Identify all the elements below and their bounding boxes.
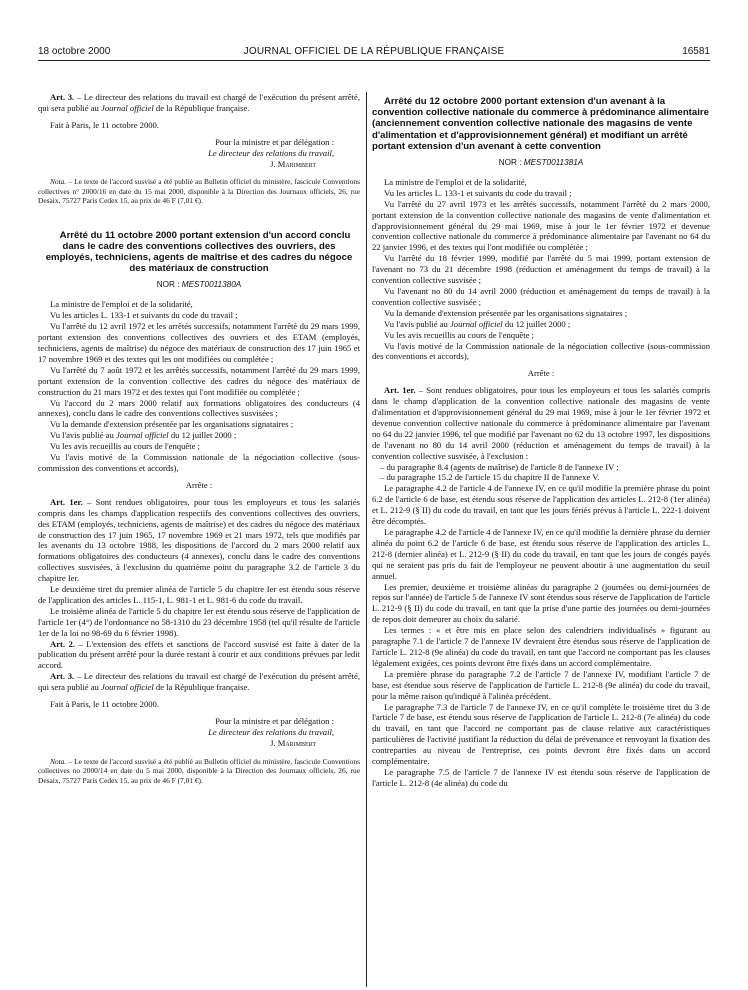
nota-label: Nota. (50, 177, 67, 187)
exclusion-item: – du paragraphe 8.4 (agents de maîtrise) de l'article 8 de l'annexe IV ; (380, 461, 619, 472)
page-number: 16581 (682, 46, 710, 57)
column-divider (366, 92, 367, 987)
paragraph: La ministre de l'emploi et de la solidarité, (50, 299, 193, 310)
journal-officiel-ref: Journal officiel (449, 318, 503, 329)
right-column (372, 96, 710, 789)
journal-title: JOURNAL OFFICIEL DE LA RÉPUBLIQUE FRANÇAISE (243, 46, 505, 57)
signature-line-1: Pour la ministre et par délégation : (215, 716, 334, 726)
paragraph-vu-avis (38, 430, 360, 441)
exclusion-item: – du paragraphe 15.2 de l'article 15 du chapitre II de l'annexe V. (380, 472, 600, 483)
paragraph: Les premier, deuxième et troisième alinéas du paragraphe 2 (journées ou demi-journées de repos sur l'année) de l'article 5 de l'annexe IV sont étendus sous réserve de l'application de l'article L. 212-9 (§ II) du code du travail, en tant que la prise d'une partie des journées ou demi-journées de repos doit demeurer au choix du salarié. (372, 581, 710, 625)
nor-value: MEST0011381A (523, 158, 584, 168)
paragraph: La ministre de l'emploi et de la solidarité, (384, 176, 527, 187)
paragraph: Le paragraphe 7.5 de l'article 7 de l'annexe IV est étendu sous réserve de l'application de l'article L. 212-8 (4e alinéa) du code du (372, 766, 710, 788)
paragraph: Vu les avis recueillis au cours de l'enquête ; (50, 441, 200, 452)
left-column (38, 92, 360, 785)
journal-officiel-ref: Journal officiel (115, 430, 169, 441)
article-number: Art. 3. (50, 671, 75, 682)
article-number: Art. 3. (50, 92, 75, 102)
paragraph: Vu les articles L. 133-1 et suivants du code du travail ; (384, 187, 572, 198)
paragraph: Vu la demande d'extension présentée par les organisations signataires ; (50, 419, 294, 430)
text: du 12 juillet 2000 ; (168, 430, 237, 441)
article-text-tail: de la République française. (153, 102, 250, 113)
article-number: Art. 2. (50, 638, 75, 649)
text: du 12 juillet 2000 ; (502, 318, 571, 329)
decree-title-left: Arrêté du 11 octobre 2000 portant extension d'un accord conclu dans le cadre des conventions collectives des ouvriers, des employés, techniciens, agents de maîtrise et des cadres du négoce des matériaux de construction (45, 229, 353, 275)
nota-1 (38, 177, 360, 205)
paragraph: Le paragraphe 7.3 de l'article 7 de l'annexe IV, en ce qu'il complète le troisième tiret du 3 de l'article 7 de base, est étendu sous réserve de l'application de l'article L. 212-8 (7e alinéa) du code du travail, en tant que l'accord ne comportant pas de clause relative aux caractéristiques particulières de l'activité justifiant la réduction du délai de prévenance et renvoyant la fixation des contreparties au niveau de l'entreprise, ces points devront être fixés dans un accord complémentaire. (372, 701, 710, 767)
article-text: – Sont rendues obligatoires, pour tous les employeurs et tous les salariés compris dans les champs d'application respectifs des conventions collectives des ouvriers, des ETAM (employés, techniciens, agents de maîtrise) et des cadres du négoce des matériaux de construction des 17 juin 1965, 17 novembre 1969 et 21 mars 1972, tels que modifiés par les avenants du 13 octobre 1988, les dispositions de l'accord du 2 mars 2000 relatif aux formations obligatoires des conducteurs (4 annexes), conclu dans le cadre des conventions collectives susvisées, à l'exclusion du quatrième point du paragraphe 3.2 de l'article 3 du chapitre Ier. (38, 496, 360, 584)
paragraph-vu-avis (372, 319, 710, 330)
nor-reference (38, 280, 360, 291)
article-1 (372, 385, 710, 461)
article-text: – Le directeur des relations du travail est chargé de l'exécution du présent arrêté, qui sera publié au (38, 92, 360, 113)
text: Vu l'avis publié au (50, 430, 116, 441)
article-number: Art. 1er. (384, 385, 416, 396)
paragraph: Vu l'arrêté du 7 août 1972 et les arrêtés successifs, notamment l'arrêté du 29 mars 1999, portant extension de la convention collective des cadres du négoce des matériaux de construction du 21 mars 1972 et des textes qui l'ont modifiée ou complétée ; (38, 364, 360, 397)
paragraph: Vu les articles L. 133-1 et suivants du code du travail ; (50, 310, 238, 321)
paragraph: Vu l'avenant no 80 du 14 avril 2000 (réduction et aménagement du temps de travail) à la convention collective susvisée ; (372, 285, 710, 307)
paragraph: Le paragraphe 4.2 de l'article 4 de l'annexe IV, en ce qu'il modifie la première phrase du point 6.2 de l'article 6 de base, est étendu sous réserve de l'application des articles L. 212-8 (1er alinéa) et L. 212-9 (§ II) du code du travail, en tant que les jours fériés prévus à l'article L. 222-1 doivent être décomptés. (372, 483, 710, 527)
paragraph: Vu l'arrêté du 12 avril 1972 et les arrêtés successifs, notamment l'arrêté du 29 mars 1999, portant extension des conventions collectives des ouvriers et des ETAM (employés, techniciens, agents de maîtrise) du négoce des matériaux de construction des 17 juin 1965 et 17 novembre 1969 et des textes qui les ont modifiées ou complétée ; (38, 321, 360, 364)
arrete-heading: Arrête : (185, 479, 213, 490)
paragraph: Le paragraphe 4.2 de l'article 4 de l'annexe IV, en ce qu'il modifie la dernière phrase du dernier alinéa du point 6.2 de l'article 6 de base, est étendu sous réserve de l'application des articles L. 212-8 (dernier alinéa) et L. 212-9 (§ II) du code du travail, en tant que les jours de congés payés qui ne seraient pas pris du fait de l'employeur ne peuvent aboutir à une augmentation du seuil annuel. (372, 527, 710, 581)
paragraph: Vu l'arrêté du 27 avril 1973 et les arrêtés successifs, notamment l'arrêté du 2 mars 2000, portant extension de la convention collective nationale des magasins de vente d'alimentation et d'approvisionnement général du 29 mai 1969, mise à jour le 1er février 1972 et devenue convention collective nationale du commerce à prédominance alimentaire par l'avenant no 64 du 22 janvier 1996, et des textes qui l'ont modifiée ou complétée ; (372, 198, 710, 253)
nor-label: NOR : (156, 280, 182, 290)
paragraph: Le deuxième tiret du premier alinéa de l'article 5 du chapitre Ier est étendu sous réserve de l'application des articles L. 115-1, L. 981-1 et L. 981-6 du code du travail. (38, 584, 360, 605)
decree-title-right: Arrêté du 12 octobre 2000 portant extension d'un avenant à la convention collective nationale du commerce à prédominance alimentaire (anciennement convention collective nationale des magasins de vente d'alimentation et d'approvisionnement général) et modifiant un arrêté portant extension d'un avenant à cette convention (372, 96, 709, 152)
text: Vu l'avis publié au (384, 318, 450, 329)
arrete-heading: Arrête : (527, 368, 555, 379)
paragraph: Vu l'avis motivé de la Commission nationale de la négociation collective (sous-commission des conventions et accords), (38, 452, 360, 473)
article-number: Art. 1er. (50, 496, 83, 507)
article-3 (38, 671, 360, 693)
paragraph: Les termes : « et être mis en place selon des calendriers individualisés » figurant au paragraphe 7.1 de l'article 7 de l'annexe IV devraient être étendus sous réserve de l'application de l'article L. 212-8 (9e alinéa) du code du travail, en tant que l'accord ne comportant pas les clauses légalement exigées, ces points devront être fixés dans un accord complémentaire. (372, 625, 710, 668)
signature-line-2: Le directeur des relations du travail, (208, 726, 334, 737)
header-date: 18 octobre 2000 (38, 46, 111, 57)
nota-text: – Le texte de l'accord susvisé a été publié au Bulletin officiel du ministère, fascicule Conventions collectives no 2000/14 en date du 5 mai 2000, disponible à la Direction des Journaux officiels, 26, rue Desaix, 75727 Paris Cedex 15, au prix de 46 F (7,01 €). (38, 756, 360, 785)
nota-text: – Le texte de l'accord susvisé a été publié au Bulletin officiel du ministère, fascicule Conventions collectives n° 2000/16 en date du 15 mai 2000, disponible à la Direction des Journaux officiels, 26, rue Desaix, 75727 Paris Cedex 15, au prix de 46 F (7,01 €). (38, 177, 360, 206)
signatory-name: J. Marimbert (270, 158, 316, 169)
paragraph: Vu l'arrêté du 18 février 1999, modifié par l'arrêté du 5 mai 1999, portant extension de l'avenant no 73 du 21 décembre 1998 (réduction et aménagement du temps de travail) à la convention collective susvisée ; (372, 253, 710, 286)
nota-label: Nota. (50, 756, 67, 766)
fait-a-paris: Fait à Paris, le 11 octobre 2000. (50, 119, 159, 130)
nota-2 (38, 757, 360, 785)
article-1 (38, 497, 360, 584)
paragraph: Vu les avis recueillis au cours de l'enquête ; (384, 329, 534, 340)
article-2 (38, 639, 360, 672)
signature-line-1: Pour la ministre et par délégation : (215, 136, 334, 147)
paragraph: Vu l'accord du 2 mars 2000 relatif aux formations obligatoires des conducteurs (4 annexes), conclu dans le cadre des conventions collectives susvisées ; (38, 397, 360, 419)
article-text-tail: de la République française. (153, 682, 250, 693)
article-3-top (38, 92, 360, 114)
article-text: – L'extension des effets et sanctions de l'accord susvisé est faite à dater de la publication du présent arrêté pour la durée restant à courir et aux conditions prévues par ledit accord. (38, 638, 361, 671)
article-text: – Sont rendues obligatoires, pour tous les employeurs et tous les salariés compris dans le champ d'application de la convention collective nationale des magasins de vente d'alimentation et d'approvisionnement général du 29 mai 1969, mise à jour le 1er février 1972 et devenue convention collective nationale du commerce à prédominance alimentaire par l'avenant no 64 du 22 janvier 1996, tel que modifié par l'avenant no 62 du 13 octobre 1997, les dispositions de l'avenant no 80 du 14 avril 2000 (réduction et aménagement du temps de travail) à la convention collective susvisée, à l'exclusion : (372, 385, 710, 461)
journal-officiel-ref: Journal officiel (101, 102, 154, 113)
paragraph: Le troisième alinéa de l'article 5 du chapitre Ier est étendu sous réserve de l'application de l'article 1er (4°) de l'ordonnance no 58-1310 du 23 décembre 1958 (tel qu'il résulte de l'article 1er de la loi no 98-69 du 6 février 1998). (38, 605, 360, 638)
nor-reference (372, 158, 710, 169)
paragraph: La première phrase du paragraphe 7.2 de l'article 7 de l'annexe IV, modifiant l'article 7 de base, est étendue sous réserve de l'application de l'article L. 212-8 (9e alinéa) du code du travail, pour la même raison qu'indiqué à l'alinéa précédent. (372, 668, 710, 701)
nor-value: MESТ0011380A (181, 280, 242, 290)
article-text: – Le directeur des relations du travail est chargé de l'exécution du présent arrêté, qui sera publié au (38, 671, 360, 693)
fait-a-paris: Fait à Paris, le 11 octobre 2000. (50, 699, 159, 710)
header-rule (38, 60, 710, 61)
paragraph: Vu l'avis motivé de la Commission nationale de la négociation collective (sous-commission des conventions et accords), (372, 340, 710, 362)
paragraph: Vu la demande d'extension présentée par les organisations signataires ; (384, 307, 628, 318)
journal-officiel-ref: Journal officiel (101, 682, 154, 693)
nor-label: NOR : (498, 158, 524, 168)
signatory-name: J. Marimbert (270, 737, 316, 748)
signature-line-2: Le directeur des relations du travail, (208, 147, 334, 158)
